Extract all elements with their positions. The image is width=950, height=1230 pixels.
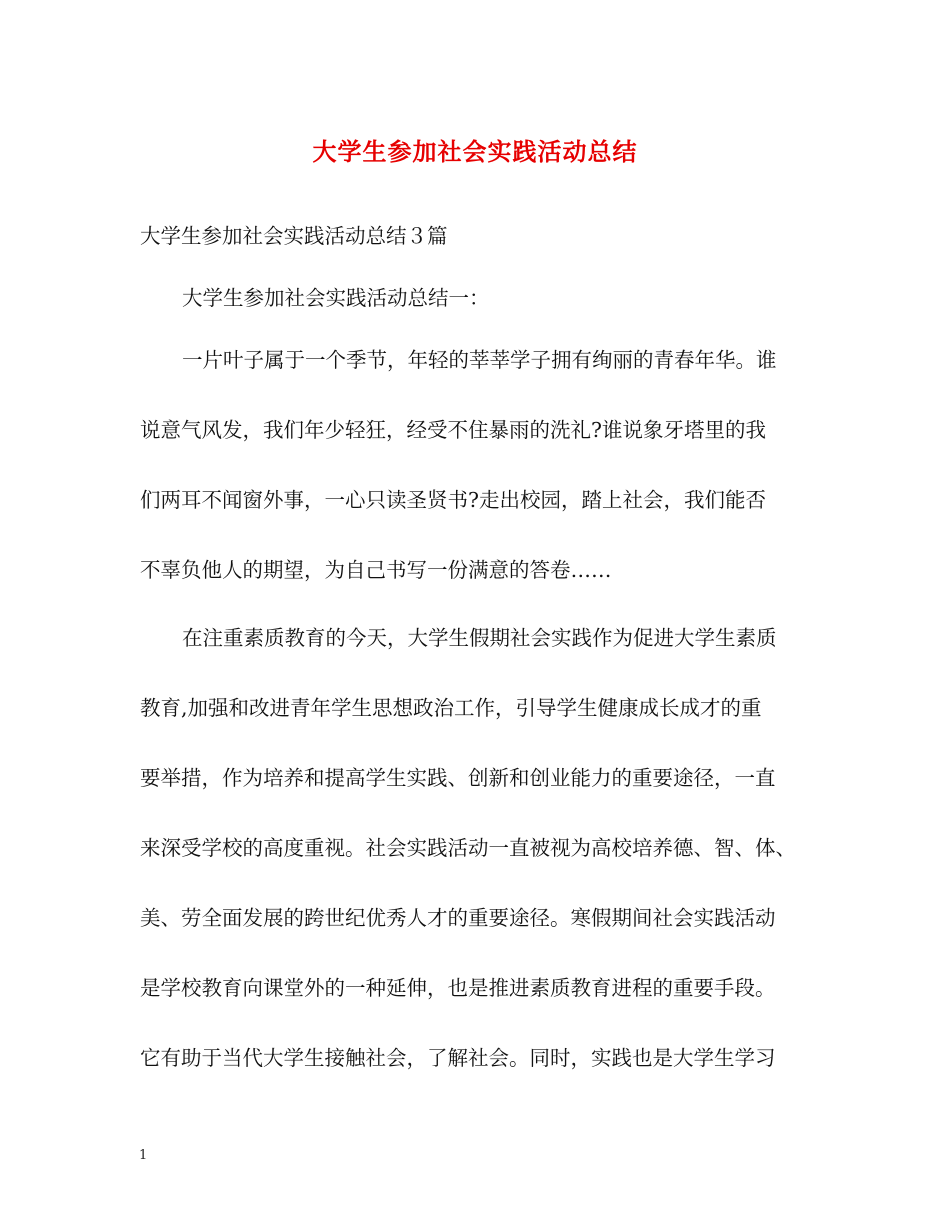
document-title: 大学生参加社会实践活动总结 (312, 137, 638, 166)
body-line: 教育,加强和改进青年学生思想政治工作，引导学生健康成长成才的重 (140, 696, 762, 720)
body-line: 说意气风发，我们年少轻狂，经受不住暴雨的洗礼?谁说象牙塔里的我 (140, 418, 766, 442)
body-line: 是学校教育向课堂外的一种延伸，也是推进素质教育进程的重要手段。 (140, 976, 776, 1000)
body-line: 们两耳不闻窗外事，一心只读圣贤书?走出校园，踏上社会，我们能否 (140, 488, 766, 512)
body-line: 要举措，作为培养和提高学生实践、创新和创业能力的重要途径，一直 (140, 766, 776, 790)
body-line: 美、劳全面发展的跨世纪优秀人才的重要途径。寒假期间社会实践活动 (140, 906, 776, 930)
section-heading: 大学生参加社会实践活动总结一： (182, 286, 490, 310)
body-line: 在注重素质教育的今天，大学生假期社会实践作为促进大学生素质 (182, 626, 777, 650)
document-subtitle: 大学生参加社会实践活动总结３篇 (140, 224, 448, 248)
body-line: 来深受学校的高度重视。社会实践活动一直被视为高校培养德、智、体、 (140, 836, 796, 860)
body-line: 它有助于当代大学生接触社会，了解社会。同时，实践也是大学生学习 (140, 1046, 776, 1070)
body-line: 不辜负他人的期望，为自己书写一份满意的答卷…… (140, 558, 612, 582)
body-line: 一片叶子属于一个季节，年轻的莘莘学子拥有绚丽的青春年华。谁 (182, 348, 777, 372)
page-number: 1 (139, 1148, 148, 1163)
